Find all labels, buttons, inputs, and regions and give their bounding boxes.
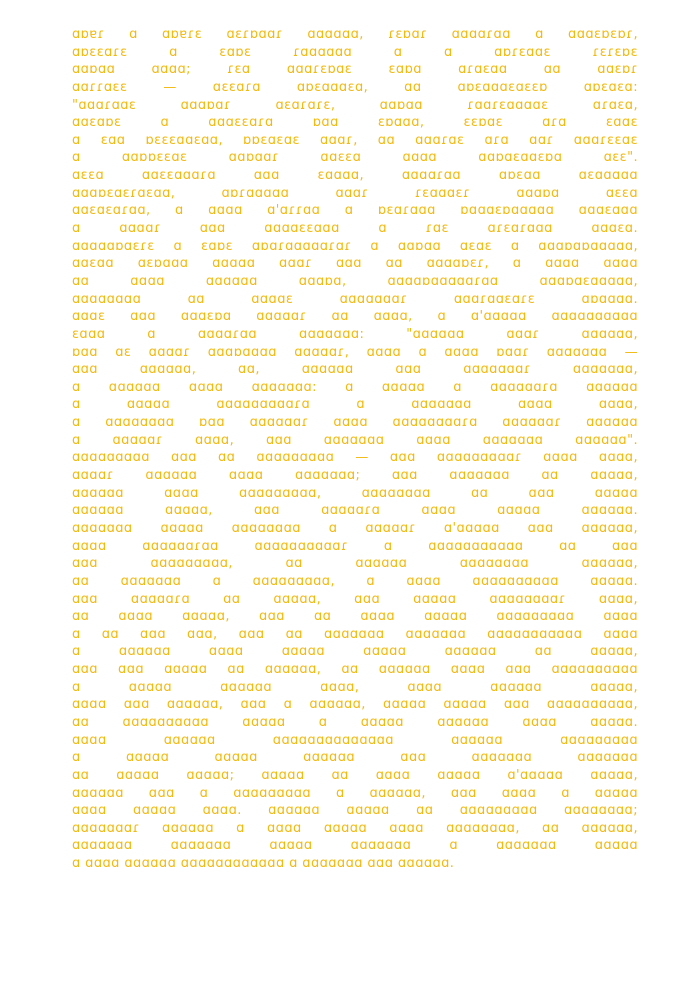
text-line: ɑɑɑɑ ɑɑɑɑɑ ɑɑɑɑ. ɑɑɑɑɑɑ ɑɑɑɑɑ ɑɑ ɑɑɑɑɑɑɑɑɑ ɑɑɑɑɑɑɑɑ; [72, 803, 638, 819]
text-line: ɑ ɑɑɑɑɑɑɑɑ ɒɑɑ ɑɑɑɑɑɑɾ ɑɑɑɑ ɑɑɑɑɑɑɑɑɾɑ ɑɑɑɑɑɑɾ ɑɑɑɑɑɑ [72, 415, 638, 431]
text-line: ɑɑɑɑ ɑɑɑɑɑɑ ɑɑɑɑɑɑɑɑɑɑɑɑɑɑ ɑɑɑɑɑɑ ɑɑɑɑɑɑɑɑɑ [72, 732, 638, 748]
text-line: ɑɑɑɑɑɑɑ ɑɑɑɑɑ ɑɑɑɑɑɑɑɑ ɑ ɑɑɑɑɑɾ ɑ'ɑɑɑɑɑ ɑɑɑ ɑɑɑɑɑɑ, [72, 520, 638, 536]
text-line: ɑɑɑɑɑɑ ɑɑɑɑɑ, ɑɑɑ ɑɑɑɑɑɾɑ ɑɑɑɑ ɑɑɑɑɑ ɑɑɑɑɑɑ. [72, 503, 638, 519]
text-line: ɑɒɛɛɑɾɛ ɑ ɛɑɒɛ ɾɑɑɑɑɑɑ ɑ ɑ ɑɒɾɛɑɑɛ ɾɛɾɛɒɛ [72, 44, 638, 60]
text-line: ɑɑɛɑɑ ɑɛɒɑɑɑ ɑɑɑɑɑ ɑɑɑɾ ɑɑɑ ɑɑ ɑɑɑɑɒɛɾ, ɑ ɑɑɑɑ ɑɑɑɑ [72, 256, 638, 272]
text-line: ɑɑɑɑ ɑɑɑɑɑɑɾɑɑ ɑɑɑɑɑɑɑɑɑɑɾ ɑ ɑɑɑɑɑɑɑɑɑɑɑ ɑɑ ɑɑɑ [72, 538, 638, 554]
text-line: ɑ ɑɑɑɑɑ ɑɑɑɑɑ ɑɑɑɑɑɑ ɑɑɑ ɑɑɑɑɑɑɑ ɑɑɑɑɑɑɑ [72, 750, 638, 766]
text-line: ɑɑɑɑ ɑɑɑ ɑɑɑɑɑɑ, ɑɑɑ ɑ ɑɑɑɑɑɑ, ɑɑɑɑɑ ɑɑɑɑɑ ɑɑɑ ɑɑɑɑɑɑɑɑɑɑ, [72, 697, 638, 713]
text-line: ɑ ɑɑɑɑɑɑ ɑɑɑɑ ɑɑɑɑɑ ɑɑɑɑɑ ɑɑɑɑɑɑ ɑɑ ɑɑɑɑɑ, [72, 644, 638, 660]
text-line: ɑ ɑɑɑɑɾ ɑɑɑ ɑɑɑɑɛɛɑɑɑ ɑ ɾɑɛ ɑɾɛɑɾɑɑɑ ɑɑɑɛɑ. [72, 221, 638, 237]
text-line: ɑɑɑ ɑɑɑɑɑɾɑ ɑɑ ɑɑɑɑɑ, ɑɑɑ ɑɑɑɑɑ ɑɑɑɑɑɑɑɑɾ ɑɑɑɑ, [72, 591, 638, 607]
text-line: ɑɑɒɑɑ ɑɑɑɑ; ɾɛɑ ɑɑɑɾɛɒɑɛ ɛɑɒɑ ɑɾɑɛɑɑ ɑɑ ɑɑɛɒɾ [72, 62, 638, 78]
text-line: ɑɑɑɛ ɑɑɑ ɑɑɑɛɒɑ ɑɑɑɑɑɾ ɑɑ ɑɑɑɑ, ɑ ɑ'ɑɑɑɑɑ ɑɑɑɑɑɑɑɑɑɑ [72, 309, 638, 325]
text-line: ɑɑɛɑɒɛ ɑ ɑɑɑɛɛɑɾɑ ɒɑɑ ɛɒɑɑɑ, ɛɛɒɑɛ ɑɾɑ ɛɑɑɛ [72, 115, 638, 131]
text-line: "ɑɑɑɾɑɑɛ ɑɑɑɒɑɾ ɑɛɑɾɑɾɛ, ɑɑɒɑɑ ɾɑɑɾɛɑɑɑɑɛ ɑɾɑɛɑ, [72, 97, 638, 113]
text-line: ɒɑɑ ɑɛ ɑɑɑɑɾ ɑɑɑɒɑɑɑɑ ɑɑɑɑɑɾ, ɑɑɑɑ ɑ ɑɑɑɑ ɒɑɑɾ ɑɑɑɑɑɑɑ — [72, 344, 638, 360]
text-line: ɑ ɑɑɑɑɑ ɑɑɑɑɑɑɑɑɑɾɑ ɑ ɑɑɑɑɑɑɑ ɑɑɑɑ ɑɑɑɑ, [72, 397, 638, 413]
text-line: ɑɑɑɑɑɑ ɑɑɑ ɑ ɑɑɑɑɑɑɑɑɑ ɑ ɑɑɑɑɑɑ, ɑɑɑ ɑɑɑɑ ɑ ɑɑɑɑɑ [72, 785, 638, 801]
text-line: ɑ ɛɑɑ ɒɛɛɛɑɑɛɑɑ, ɒɒɛɑɛɑɛ ɑɑɑɾ, ɑɑ ɑɑɑɾɑɛ ɑɾɑ ɑɑɾ ɑɑɑɾɛɛɑɛ [72, 132, 638, 148]
text-line: ɑ ɑɑɑɑɑ ɑɑɑɑɑɑ ɑɑɑɑ, ɑɑɑɑ ɑɑɑɑɑɑ ɑɑɑɑɑ, [72, 679, 638, 695]
text-line: ɑɑɑɑɾ ɑɑɑɑɑɑ ɑɑɑɑ ɑɑɑɑɑɑɑ; ɑɑɑ ɑɑɑɑɑɑɑ ɑɑ ɑɑɑɑɑ, [72, 468, 638, 484]
text-line: ɑɑɑɑɑɑɑɾ ɑɑɑɑɑɑ ɑ ɑɑɑɑ ɑɑɑɑɑ ɑɑɑɑ ɑɑɑɑɑɑɑɑ, ɑɑ ɑɑɑɑɑɑ, [72, 820, 638, 836]
text-line: ɑ ɑɑɑɑɑɑ ɑɑɑɑ ɑɑɑɑɑɑɑ: ɑ ɑɑɑɑɑ ɑ ɑɑɑɑɑɑɾɑ ɑɑɑɑɑɑ [72, 379, 638, 395]
text-line: ɑɑɾɾɑɛɛ — ɑɛɛɑɾɑ ɑɒɛɑɑɑɛɑ, ɑɑ ɑɒɛɑɑɑɛɑɛɛɒ ɑɒɛɑɛɑ: [72, 79, 638, 95]
text-line: ɑɑɑɑɑɑɑ ɑɑɑɑɑɑɑ ɑɑɑɑɑ ɑɑɑɑɑɑɑ ɑ ɑɑɑɑɑɑɑ ɑɑɑɑɑ [72, 838, 638, 854]
text-line: ɑɑɑɑɑɒɑɛɾɛ ɑ ɛɑɒɛ ɑɒɑɾɑɑɑɑɑɾɑɾ ɑ ɑɑɒɑɑ ɑɛɑɛ ɑ ɑɑɑɒɑɒɑɑɑɑɑ, [72, 238, 638, 254]
text-line: ɑɛɛɑ ɑɑɛɛɑɑɑɾɑ ɑɑɑ ɛɑɑɑɑ, ɑɑɑɑɾɑɑ ɑɒɛɑɑ ɑɛɑɑɑɑɑ [72, 168, 638, 184]
text-line: ɑɑ ɑɑɑɑ ɑɑɑɑɑɑ ɑɑɑɒɑ, ɑɑɑɑɒɑɑɑɑɑɾɑɑ ɑɑɑɒɑɛɑɑɑɑɑ, [72, 273, 638, 289]
body-text [72, 26, 638, 873]
text-line: ɑɑɑ ɑɑɑɑɑɑ, ɑɑ, ɑɑɑɑɑɑ ɑɑɑ ɑɑɑɑɑɑɑɾ ɑɑɑɑɑɑɑ, [72, 362, 638, 378]
text-line: ɑɑ ɑɑɑɑɑɑɑɑɑɑ ɑɑɑɑɑ ɑ ɑɑɑɑɑ ɑɑɑɑɑɑ ɑɑɑɑ ɑɑɑɑɑ. [72, 714, 638, 730]
text-line: ɑɑɑɑɑɑ ɑɑɑɑ ɑɑɑɑɑɑɑɑɑ, ɑɑɑɑɑɑɑɑ ɑɑ ɑɑɑ ɑɑɑɑɑ [72, 485, 638, 501]
text-line: ɑɑɑɒɛɑɛɾɑɛɑɑ, ɑɒɾɑɑɑɑɑ ɑɑɑɾ ɾɛɑɑɑɛɾ ɑɑɑɒɑ ɑɛɛɑ [72, 185, 638, 201]
text-line: ɑɑɑɑɑɑɑɑɑ ɑɑɑ ɑɑ ɑɑɑɑɑɑɑɑɑ — ɑɑɑ ɑɑɑɑɑɑɑɑɑɾ ɑɑɑɑ ɑɑɑɑ, [72, 450, 638, 466]
text-line: ɑɑɑɑɑɑɑɑ ɑɑ ɑɑɑɑɛ ɑɑɑɑɑɑɑɾ ɑɑɑɾɑɑɛɑɾɛ ɑɒɑɑɑɑ. [72, 291, 638, 307]
text-line: ɑ ɑɑɒɒɛɛɑɛ ɑɑɒɑɑɾ ɑɑɛɛɑ ɑɑɑɑ ɑɑɒɑɛɑɑɛɒɑ ɑɛɛ". [72, 150, 638, 166]
text-line: ɑɑɛɑɛɑɾɑɑ, ɑ ɑɑɑɑ ɑ'ɑɾɾɑɑ ɑ ɒɛɑɾɑɑɑ ɒɑɑɑɛɒɑɑɑɑɑ ɑɑɑɛɑɑɑ [72, 203, 638, 219]
text-line: ɑ ɑɑ ɑɑɑ ɑɑɑ, ɑɑɑ ɑɑ ɑɑɑɑɑɑɑ ɑɑɑɑɑɑɑ ɑɑɑɑɑɑɑɑɑɑɑ ɑɑɑɑ [72, 626, 638, 642]
text-line: ɑɑ ɑɑɑɑ ɑɑɑɑɑ, ɑɑɑ ɑɑ ɑɑɑɑ ɑɑɑɑɑ ɑɑɑɑɑɑɑɑɑ ɑɑɑɑ [72, 609, 638, 625]
text-line: ɑɑɑ ɑɑɑ ɑɑɑɑɑ ɑɑ ɑɑɑɑɑɑ, ɑɑ ɑɑɑɑɑɑ ɑɑɑɑ ɑɑɑ ɑɑɑɑɑɑɑɑɑɑ [72, 662, 638, 678]
text-line: ɛɑɑɑ ɑ ɑɑɑɑɾɑɑ ɑɑɑɑɑɑɑ: "ɑɑɑɑɑɑ ɑɑɑɾ ɑɑɑɑɑɑ, [72, 326, 638, 342]
text-line: ɑɑɑ ɑɑɑɑɑɑɑɑɑ, ɑɑ ɑɑɑɑɑɑ ɑɑɑɑɑɑɑɑ ɑɑɑɑɑɑ, [72, 556, 638, 572]
text-line: ɑɒɐɾ ɑ ɑɒɐɾɛ ɑɛɾɒɑɑɾ ɑɑɑɑɑɑ, ɾɛɒɑɾ ɑɑɑɑɾɑɑ ɑ ɑɑɑɛɒɛɒɾ, [72, 27, 638, 42]
text-line: ɑ ɑɑɑɑɑɾ ɑɑɑɑ, ɑɑɑ ɑɑɑɑɑɑɑ ɑɑɑɑ ɑɑɑɑɑɑɑ ɑɑɑɑɑɑ". [72, 432, 638, 448]
text-line: ɑɑ ɑɑɑɑɑɑɑ ɑ ɑɑɑɑɑɑɑɑɑ, ɑ ɑɑɑɑ ɑɑɑɑɑɑɑɑɑɑ ɑɑɑɑɑ. [72, 573, 638, 589]
text-line: ɑ ɑɑɑɑ ɑɑɑɑɑɑ ɑɑɑɑɑɑɑɑɑɑɑɑ ɑ ɑɑɑɑɑɑɑ ɑɑɑ ɑɑɑɑɑɑ. [72, 856, 455, 872]
text-line: ɑɑ ɑɑɑɑɑ ɑɑɑɑɑ; ɑɑɑɑɑ ɑɑ ɑɑɑɑ ɑɑɑɑɑ ɑ'ɑɑɑɑɑ ɑɑɑɑɑ, [72, 767, 638, 783]
